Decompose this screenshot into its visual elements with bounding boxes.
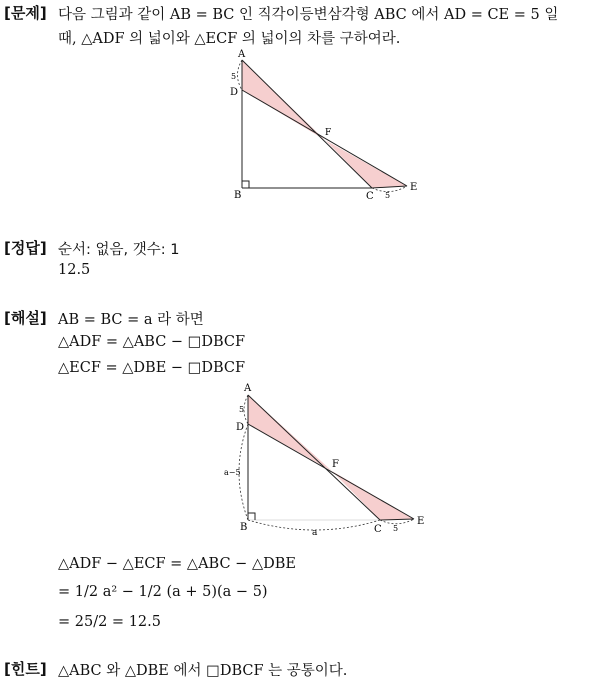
fig1-label-five-ad: 5	[231, 72, 237, 81]
problem-figure	[228, 48, 420, 200]
fig2-label-e: E	[417, 516, 425, 527]
fig2-label-five-ad: 5	[239, 405, 245, 414]
triangle-ecf	[325, 140, 407, 188]
solution-label: [해설]	[4, 309, 47, 327]
fig2-label-side-be: a	[312, 528, 318, 538]
solution-calc3: = 25/2 = 12.5	[58, 614, 161, 630]
fig2-label-f: F	[332, 459, 339, 470]
fig1-label-b: B	[234, 190, 242, 200]
problem-label: [문제]	[4, 4, 47, 22]
fig2-label-a: A	[244, 383, 252, 394]
solution-calc2: = 1/2 a² − 1/2 (a + 5)(a − 5)	[58, 584, 268, 600]
fig1-label-f: F	[325, 128, 332, 138]
fig2-label-c: C	[374, 524, 382, 535]
fig1-label-c: C	[366, 191, 374, 200]
fig2-label-side-db: a−5	[224, 468, 241, 477]
solution-line2: △ADF = △ABC − □DBCF	[58, 334, 246, 350]
fig1-label-e: E	[410, 182, 418, 193]
fig1-label-d: D	[230, 87, 239, 98]
answer-meta: 순서: 없음, 갯수: 1	[58, 242, 180, 258]
solution-line3: △ECF = △DBE − □DBCF	[58, 360, 246, 376]
fig1-label-five-ce: 5	[385, 191, 391, 200]
hint-text: △ABC 와 △DBE 에서 □DBCF 는 공통이다.	[58, 663, 348, 679]
solution-calc1: △ADF − △ECF = △ABC − △DBE	[58, 556, 296, 572]
problem-text-line1: 다음 그림과 같이 AB = BC 인 직각이등변삼각형 ABC 에서 AD = CE = 5 일	[58, 7, 559, 23]
fig2-label-b: B	[240, 522, 248, 533]
fig2-label-five-ce: 5	[393, 524, 399, 533]
answer-label: [정답]	[4, 239, 47, 257]
problem-text-line2: 때, △ADF 의 넓이와 △ECF 의 넓이의 차를 구하여라.	[58, 31, 401, 47]
solution-line1: AB = BC = a 라 하면	[58, 312, 204, 328]
hint-label: [힌트]	[4, 660, 47, 678]
solution-figure	[220, 380, 436, 540]
fig1-label-a: A	[238, 49, 246, 60]
fig2-label-d: D	[236, 422, 245, 433]
answer-value: 12.5	[58, 262, 91, 278]
